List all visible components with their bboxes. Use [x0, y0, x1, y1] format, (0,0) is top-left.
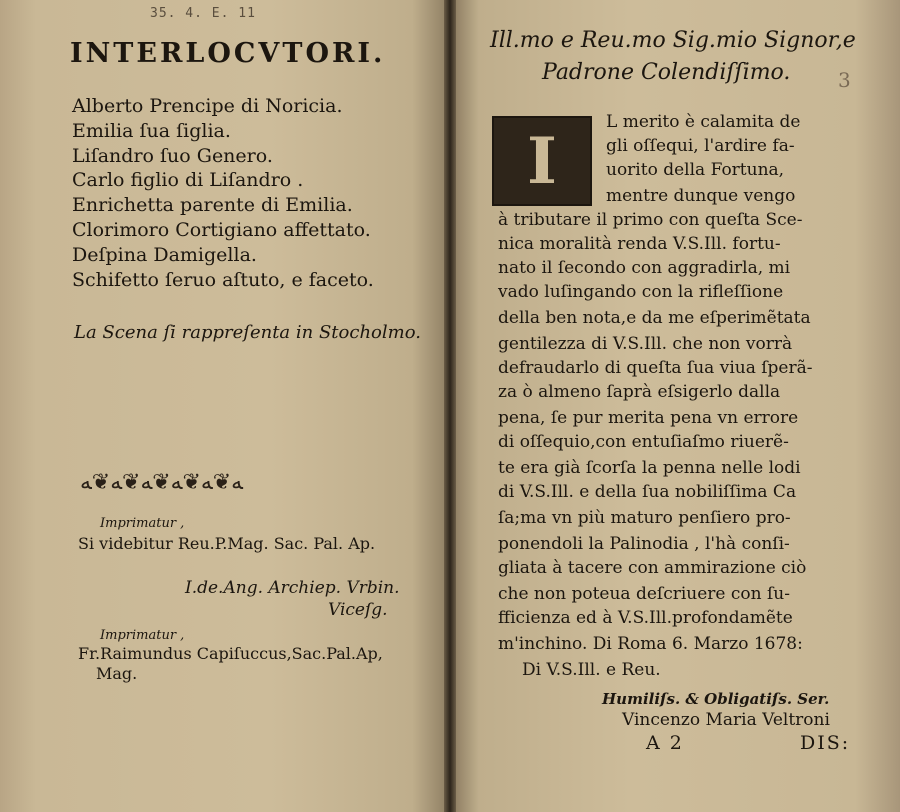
body-line: pena, ſe pur merita pena vn errore — [498, 408, 799, 428]
body-line: m'inchino. Di Roma 6. Marzo 1678: — [498, 634, 803, 654]
body-line: nica moralità renda V.S.Ill. fortu- — [498, 234, 781, 254]
cast-item: Alberto Prencipe di Noricia. — [72, 95, 343, 117]
initial-letter: I — [527, 123, 557, 199]
signature-role: Humiliſs. & Obligatiſs. Ser. — [602, 690, 830, 708]
license-line: Fr.Raimundus Capiſuccus,Sac.Pal.Ap, — [78, 644, 383, 663]
body-line: della ben nota,e da me eſperimẽtata — [498, 308, 811, 328]
body-line: che non poteua deſcriuere con ſu- — [498, 584, 790, 604]
page-number: 3 — [838, 68, 851, 92]
body-line: vado luſingando con la rifleſſione — [498, 282, 784, 302]
body-line: L merito è calamita de — [606, 112, 801, 132]
book-gutter — [444, 0, 456, 812]
cast-item: Enrichetta parente di Emilia. — [72, 194, 353, 217]
body-line: fficienza ed à V.S.Ill.profondamẽte — [498, 608, 793, 628]
catchword: DIS: — [800, 732, 851, 754]
body-line: nato il ſecondo con aggradirla, mi — [498, 258, 791, 278]
page-title: INTERLOCVTORI. — [70, 38, 386, 69]
signature-mark: A 2 — [646, 732, 684, 754]
license-line: Si videbitur Reu.P.Mag. Sac. Pal. Ap. — [78, 534, 376, 553]
body-line: defraudarlo di queſta ſua viua ſperã- — [498, 358, 813, 378]
ornament-divider-icon: ﻪ❦ﻪ❦ﻪ❦ﻪ❦ﻪ❦ﻪ — [80, 470, 243, 495]
body-line: di V.S.Ill. e della ſua nobiliſſima Ca — [498, 482, 797, 502]
cast-item: Deſpina Damigella. — [72, 243, 257, 266]
body-line: gli oſſequi, l'ardire fa- — [606, 136, 795, 156]
cast-item: Emilia ſua ſiglia. — [72, 119, 231, 142]
body-line: à tributare il primo con queſta Sce- — [498, 210, 803, 230]
dedication-address: Padrone Colendiſſimo. — [542, 60, 791, 85]
license-line: Mag. — [96, 664, 138, 683]
signer-line: I.de.Ang. Archiep. Vrbin. — [185, 578, 400, 598]
imprimatur-label: Imprimatur , — [100, 628, 185, 643]
cast-list — [72, 94, 374, 292]
cast-item: Liſandro ſuo Genero. — [72, 144, 273, 167]
shelfmark: 35. 4. E. 11 — [150, 6, 256, 21]
body-line: uorito della Fortuna, — [606, 160, 785, 180]
body-line: di oſſequio,con entuſiaſmo riuerẽ- — [498, 432, 789, 452]
body-line: gliata à tacere con ammirazione ciò — [498, 558, 807, 578]
signer-title: Viceſg. — [328, 600, 388, 620]
cast-item: Clorimoro Cortigiano affettato. — [72, 218, 371, 241]
scene-note: La Scena ſi rappreſenta in Stocholmo. — [74, 322, 421, 343]
body-line: te era già ſcorſa la penna nelle lodi — [498, 458, 801, 478]
cast-item: Schifetto ſeruo aſtuto, e faceto. — [72, 268, 374, 291]
body-line: ponendoli la Palinodia , l'hà conſi- — [498, 534, 790, 554]
body-line: ſa;ma vn più maturo penſiero pro- — [498, 508, 791, 528]
body-line: mentre dunque vengo — [606, 186, 796, 206]
signature-name: Vincenzo Maria Veltroni — [622, 710, 830, 730]
dedication-address: Ill.mo e Reu.mo Sig.mio Signor,e — [490, 28, 856, 53]
imprimatur-label: Imprimatur , — [100, 516, 185, 531]
body-line: Di V.S.Ill. e Reu. — [522, 660, 661, 680]
decorated-initial-icon — [492, 116, 592, 206]
body-line: za ò almeno ſaprà eſsigerlo dalla — [498, 382, 781, 402]
cast-item: Carlo figlio di Liſandro . — [72, 169, 304, 192]
body-line: gentilezza di V.S.Ill. che non vorrà — [498, 334, 793, 354]
